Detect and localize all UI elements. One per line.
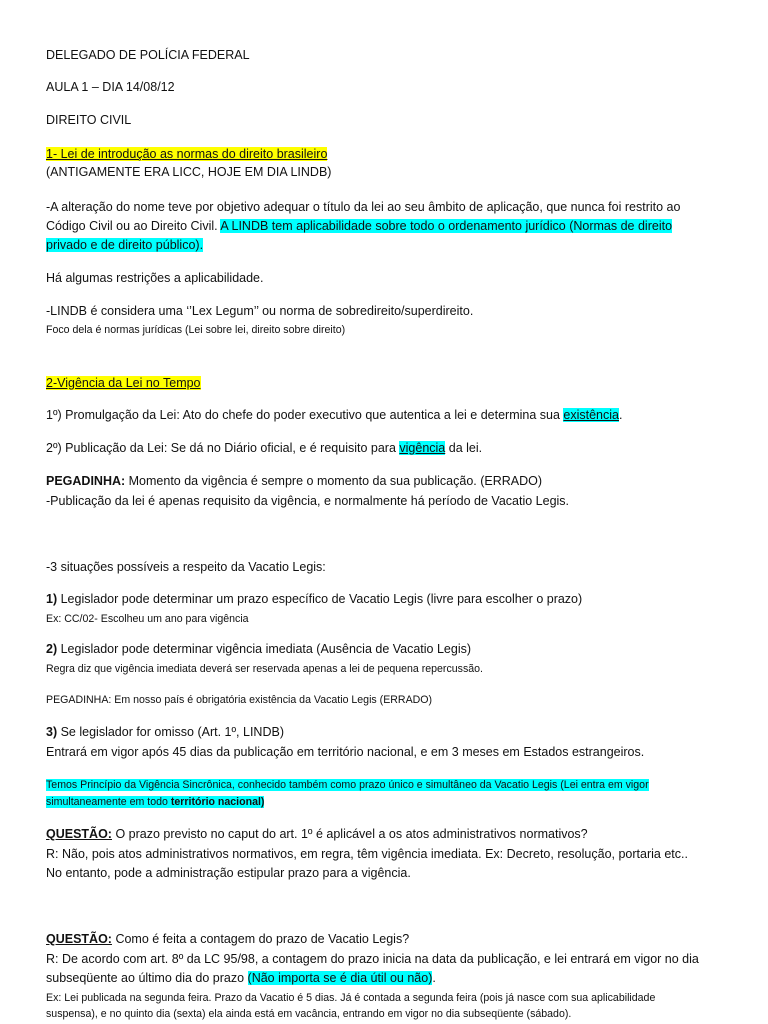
question-1 xyxy=(46,827,588,842)
section-1-subtitle: (ANTIGAMENTE ERA LICC, HOJE EM DIA LINDB) xyxy=(46,165,332,179)
paragraph-text: Legislador pode determinar um prazo específico de Vacatio Legis (livre para escolher o prazo) xyxy=(57,592,583,606)
paragraph-line xyxy=(46,238,203,253)
sincronica-line xyxy=(46,779,649,792)
highlighted-text: (Não importa se é dia útil ou não) xyxy=(247,971,433,985)
subject-title: DIREITO CIVIL xyxy=(46,113,132,127)
highlighted-text: território nacional) xyxy=(170,796,265,808)
paragraph-text: 1º) Promulgação da Lei: Ato do chefe do poder executivo que autentica a lei e determina sua xyxy=(46,408,564,422)
paragraph-text: 2º) Publicação da Lei: Se dá no Diário oficial, e é requisito para xyxy=(46,441,400,455)
example-note: Ex: Lei publicada na segunda feira. Prazo da Vacatio é 5 dias. Já é contada a segunda feira (pois já nasce com sua aplicabilidade xyxy=(46,992,656,1004)
question-label: QUESTÃO: xyxy=(46,932,112,946)
vacatio-intro: -3 situações possíveis a respeito da Vacatio Legis: xyxy=(46,560,326,574)
rule-note: Regra diz que vigência imediata deverá ser reservada apenas a lei de pequena repercussão. xyxy=(46,663,483,675)
highlighted-text: A LINDB tem aplicabilidade sobre todo o ordenamento jurídico (Normas de direito xyxy=(220,219,673,233)
answer-line: No entanto, pode a administração estipular prazo para a vigência. xyxy=(46,866,411,880)
paragraph-text: Código Civil ou ao Direito Civil. xyxy=(46,219,221,233)
situation-3 xyxy=(46,725,284,740)
highlighted-text: simultaneamente em todo xyxy=(46,796,171,808)
example-note: suspensa), e no quinto dia (sexta) ela ainda está em vacância, entrando em vigor no dia subseqüente (sábado). xyxy=(46,1008,572,1020)
answer-line: subseqüente ao último dia do prazo (Não importa se é dia útil ou não). xyxy=(46,971,436,985)
pegadinha-line xyxy=(46,474,542,489)
course-title: DELEGADO DE POLÍCIA FEDERAL xyxy=(46,48,250,62)
paragraph-line: -Publicação da lei é apenas requisito da vigência, e normalmente há período de Vacatio Legis. xyxy=(46,494,570,508)
section-1-heading xyxy=(46,147,327,162)
example-note: Ex: CC/02- Escolheu um ano para vigência xyxy=(46,613,249,625)
sincronica-line xyxy=(46,796,264,809)
publication-line: 2º) Publicação da Lei: Se dá no Diário oficial, e é requisito para vigência da lei. xyxy=(46,441,483,455)
question-label: QUESTÃO: xyxy=(46,827,112,841)
paragraph-text: Legislador pode determinar vigência imediata (Ausência de Vacatio Legis) xyxy=(57,642,472,656)
highlighted-text: existência xyxy=(563,408,619,422)
paragraph-text: Momento da vigência é sempre o momento da sua publicação. (ERRADO) xyxy=(125,474,543,488)
answer-line: R: Não, pois atos administrativos normativos, em regra, têm vigência imediata. Ex: Decreto, resolução, portaria etc.. xyxy=(46,847,688,861)
item-number: 2) xyxy=(46,642,58,656)
pegadinha-label: PEGADINHA: xyxy=(46,474,126,488)
situation-1 xyxy=(46,592,582,607)
question-text: O prazo previsto no caput do art. 1º é aplicável a os atos administrativos normativos? xyxy=(111,827,588,841)
highlighted-text: Temos Princípio da Vigência Sincrônica, conhecido também como prazo único e simultâneo da Vacatio Legis (Lei entra em vigor xyxy=(46,779,649,791)
highlighted-text: privado e de direito público). xyxy=(46,238,204,252)
lesson-date: AULA 1 – DIA 14/08/12 xyxy=(46,80,175,94)
answer-line: R: De acordo com art. 8º da LC 95/98, a contagem do prazo inicia na data da publicação, e lei entrará em vigor no dia xyxy=(46,952,699,966)
restrictions-note: Há algumas restrições a aplicabilidade. xyxy=(46,271,264,285)
paragraph-text: subseqüente ao último dia do prazo xyxy=(46,971,248,985)
question-2 xyxy=(46,932,409,947)
paragraph-line: -A alteração do nome teve por objetivo adequar o título da lei ao seu âmbito de aplicação, que nunca foi restrito ao xyxy=(46,200,681,214)
lex-legum-note: -LINDB é considera uma ‘’Lex Legum’’ ou norma de sobredireito/superdireito. xyxy=(46,304,474,318)
item-number: 1) xyxy=(46,592,58,606)
pegadinha-note: PEGADINHA: Em nosso país é obrigatória existência da Vacatio Legis (ERRADO) xyxy=(46,694,433,706)
section-1-title: 1- Lei de introdução as normas do direito brasileiro xyxy=(46,147,328,161)
focus-note: Foco dela é normas jurídicas (Lei sobre lei, direito sobre direito) xyxy=(46,324,346,336)
section-2-title: 2-Vigência da Lei no Tempo xyxy=(46,376,201,390)
paragraph-text: Se legislador for omisso (Art. 1º, LINDB) xyxy=(57,725,284,739)
section-2-heading xyxy=(46,376,201,391)
highlighted-text: vigência xyxy=(399,441,446,455)
paragraph-line: Entrará em vigor após 45 dias da publicação em território nacional, e em 3 meses em Estados estrangeiros. xyxy=(46,745,645,759)
question-text: Como é feita a contagem do prazo de Vacatio Legis? xyxy=(111,932,410,946)
paragraph-line xyxy=(46,219,672,234)
item-number: 3) xyxy=(46,725,58,739)
situation-2 xyxy=(46,642,471,657)
promulgation-line: 1º) Promulgação da Lei: Ato do chefe do poder executivo que autentica a lei e determina sua existência. xyxy=(46,408,623,422)
